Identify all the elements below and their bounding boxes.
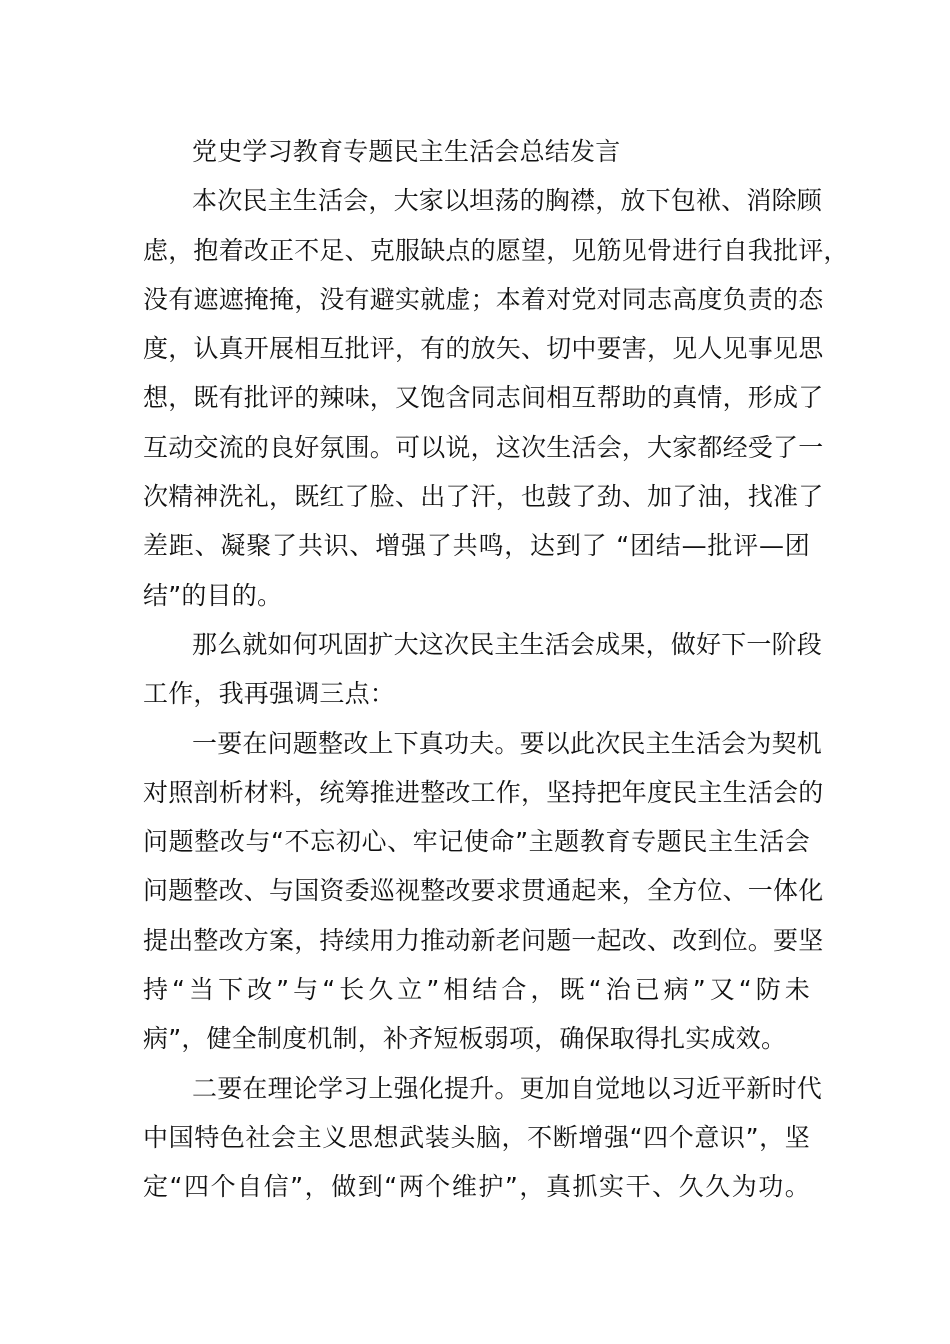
- paragraph-2-line-2: 工作，我再强调三点：: [143, 679, 396, 709]
- paragraph-3-line-5: 提出整改方案，持续用力推动新老问题一起改、改到位。要坚: [143, 925, 824, 955]
- paragraph-3-line-7: 病”，健全制度机制，补齐短板弱项，确保取得扎实成效。: [143, 1024, 787, 1054]
- paragraph-4-line-2: 中国特色社会主义思想武装头脑，不断增强“四个意识”，坚: [143, 1122, 810, 1152]
- paragraph-1-line-4: 度，认真开展相互批评，有的放矢、切中要害，见人见事见思: [143, 334, 824, 364]
- document-title: 党史学习教育专题民主生活会总结发言: [192, 137, 621, 166]
- paragraph-1-line-7: 次精神洗礼，既红了脸、出了汗，也鼓了劲、加了油，找准了: [143, 482, 824, 512]
- paragraph-4-line-3: 定“四个自信”，做到“两个维护”，真抓实干、久久为功。: [143, 1172, 810, 1202]
- paragraph-2-line-1: 那么就如何巩固扩大这次民主生活会成果，做好下一阶段: [192, 629, 823, 659]
- paragraph-3-line-4: 问题整改、与国资委巡视整改要求贯通起来，全方位、一体化: [143, 876, 824, 906]
- paragraph-3-line-1: 一要在问题整改上下真功夫。要以此次民主生活会为契机: [192, 728, 823, 758]
- paragraph-3-line-3: 问题整改与“不忘初心、牢记使命”主题教育专题民主生活会: [143, 827, 810, 857]
- paragraph-1-line-3: 没有遮遮掩掩，没有避实就虚；本着对党对同志高度负责的态: [143, 284, 824, 314]
- paragraph-1-line-9: 结”的目的。: [143, 580, 283, 610]
- paragraph-1-line-8: 差距、凝聚了共识、增强了共鸣，达到了 “团结—批评—团: [143, 531, 810, 561]
- paragraph-1-line-1: 本次民主生活会，大家以坦荡的胸襟，放下包袱、消除顾: [192, 186, 823, 216]
- paragraph-1-line-2: 虑，抱着改正不足、克服缺点的愿望，见筋见骨进行自我批评，: [143, 235, 849, 265]
- paragraph-3-line-2: 对照剖析材料，统筹推进整改工作，坚持把年度民主生活会的: [143, 777, 824, 807]
- paragraph-4-line-1: 二要在理论学习上强化提升。更加自觉地以习近平新时代: [192, 1073, 823, 1103]
- paragraph-3-line-6: 持“当下改”与“长久立”相结合，既“治已病”又“防未: [143, 975, 810, 1005]
- paragraph-1-line-5: 想，既有批评的辣味，又饱含同志间相互帮助的真情，形成了: [143, 383, 824, 413]
- document-body: [143, 127, 849, 1212]
- paragraph-1-line-6: 互动交流的良好氛围。可以说，这次生活会，大家都经受了一: [143, 432, 824, 462]
